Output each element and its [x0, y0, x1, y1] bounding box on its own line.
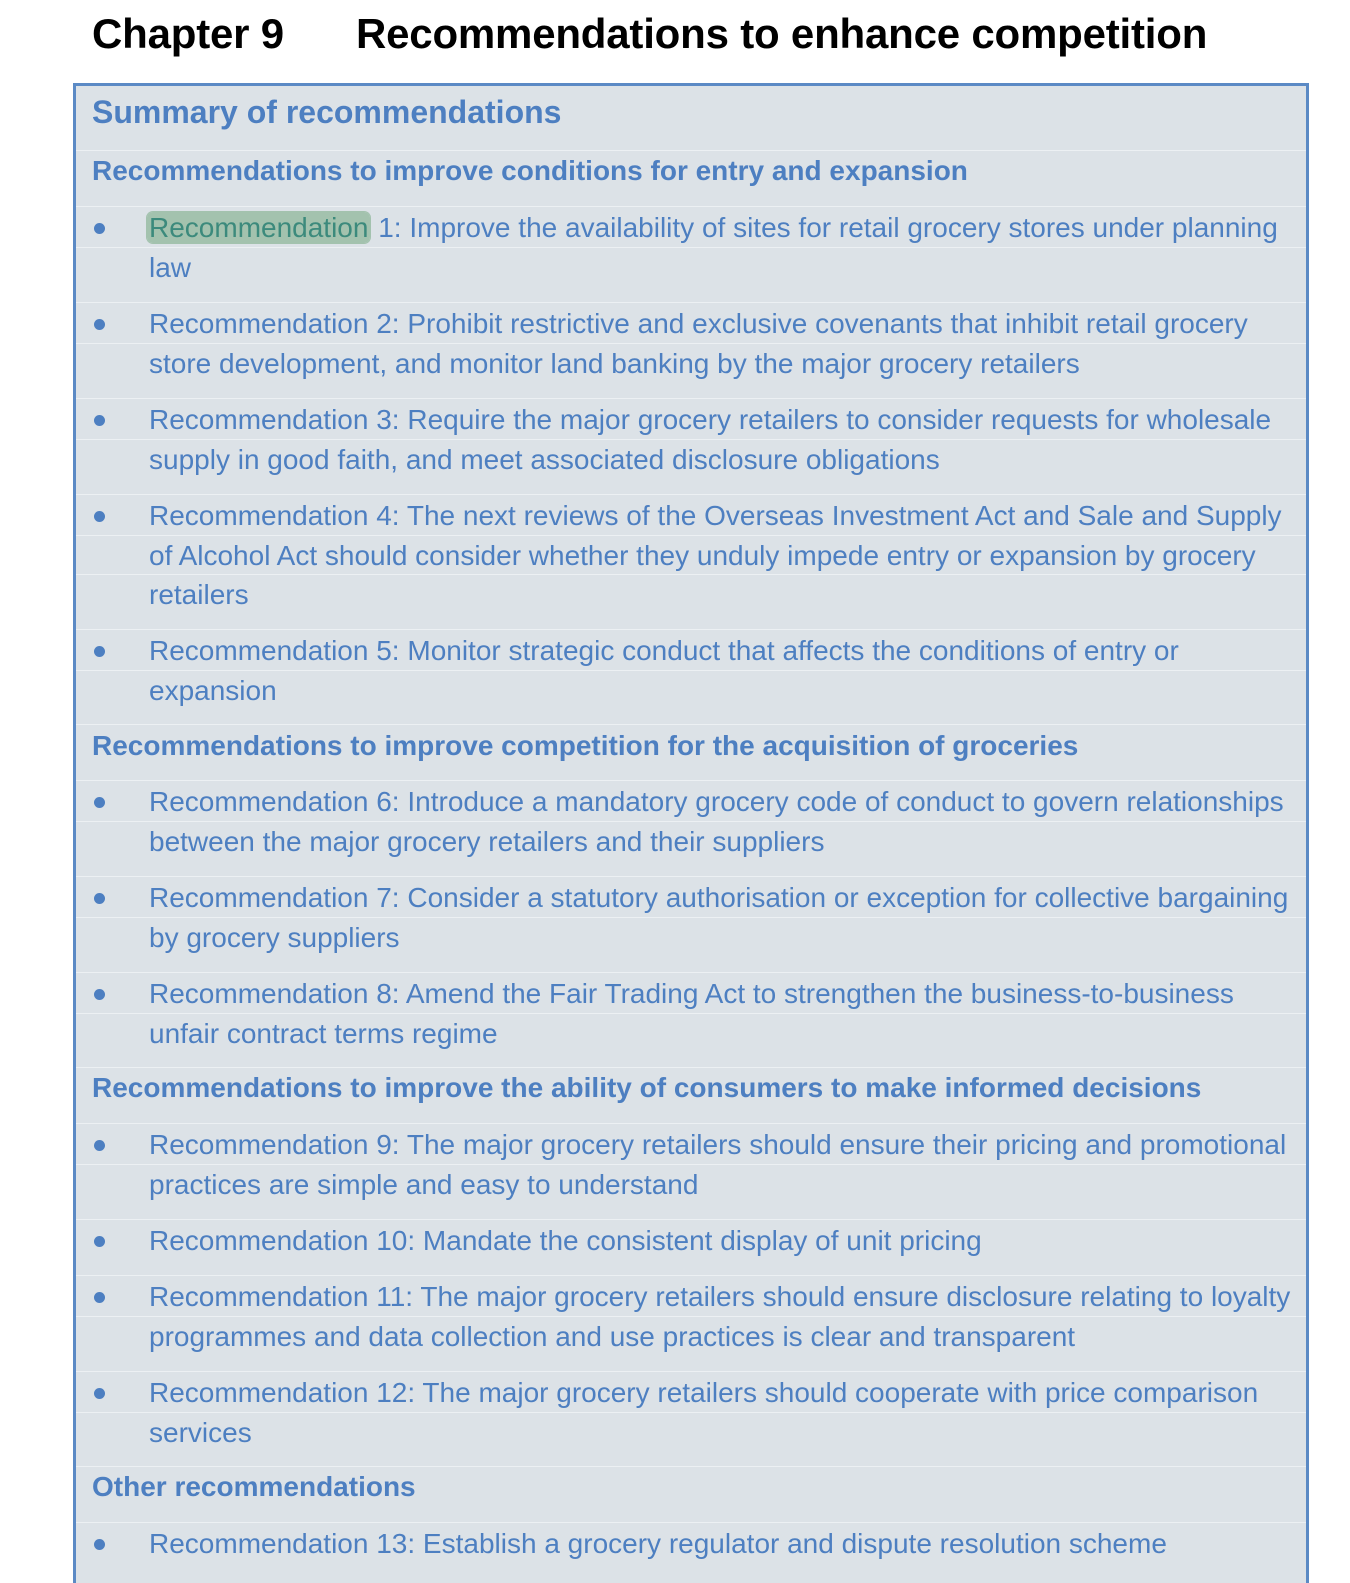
- recommendation-text: Recommendation 8: Amend the Fair Trading Act to strengthen the business-to-business unfair contract terms regime: [149, 978, 1234, 1049]
- divider: [76, 876, 1306, 877]
- divider: [76, 494, 1306, 495]
- chapter-heading: [92, 10, 1207, 58]
- divider: [76, 398, 1306, 399]
- divider: [76, 1316, 1306, 1317]
- divider: [76, 629, 1306, 630]
- bullet-icon: [94, 415, 105, 426]
- bullet-icon: [94, 1140, 105, 1151]
- divider: [76, 247, 1306, 248]
- summary-title: Summary of recommendations: [92, 94, 562, 130]
- divider: [76, 821, 1306, 822]
- recommendation-text: Recommendation 4: The next reviews of the Overseas Investment Act and Sale and Supply of Alcohol Act should consider whether they unduly impede entry or expansion by grocery retailers: [149, 500, 1282, 610]
- divider: [76, 206, 1306, 207]
- section-heading-acquisition: Recommendations to improve competition for the acquisition of groceries: [92, 730, 1079, 761]
- divider: [76, 343, 1306, 344]
- bullet-icon: [94, 1539, 105, 1550]
- divider: [76, 574, 1306, 575]
- recommendation-text: Recommendation 5: Monitor strategic conduct that affects the conditions of entry or expansion: [149, 635, 1179, 706]
- recommendation-text: Recommendation 13: Establish a grocery regulator and dispute resolution scheme: [149, 1528, 1167, 1559]
- section-heading-entry-expansion: Recommendations to improve conditions for entry and expansion: [92, 155, 968, 186]
- recommendation-text: Recommendation 9: The major grocery retailers should ensure their pricing and promotional practices are simple and easy to understand: [149, 1129, 1287, 1200]
- bullet-icon: [94, 893, 105, 904]
- recommendation-text: Recommendation 12: The major grocery retailers should cooperate with price comparison services: [149, 1377, 1259, 1448]
- section-heading-other: Other recommendations: [92, 1471, 416, 1502]
- bullet-icon: [94, 1292, 105, 1303]
- recommendation-text: Recommendation 7: Consider a statutory authorisation or exception for collective bargaining by grocery suppliers: [149, 882, 1289, 953]
- divider: [76, 1219, 1306, 1220]
- bullet-icon: [94, 1388, 105, 1399]
- recommendation-text: Recommendation 2: Prohibit restrictive and exclusive covenants that inhibit retail grocery store development, and monitor land banking by the major grocery retailers: [149, 308, 1248, 379]
- recommendation-text: Recommendation 3: Require the major grocery retailers to consider requests for wholesale supply in good faith, and meet associated disclosure obligations: [149, 404, 1272, 475]
- bullet-icon: [94, 1236, 105, 1247]
- bullet-icon: [94, 223, 105, 234]
- summary-box: [73, 83, 1309, 1583]
- divider: [76, 780, 1306, 781]
- divider: [76, 1522, 1306, 1523]
- bullet-icon: [94, 797, 105, 808]
- divider: [76, 1013, 1306, 1014]
- bullet-icon: [94, 319, 105, 330]
- divider: [76, 724, 1306, 725]
- bullet-icon: [94, 989, 105, 1000]
- divider: [76, 1412, 1306, 1413]
- recommendation-text: Recommendation 6: Introduce a mandatory grocery code of conduct to govern relationships between the major grocery retailers and their suppliers: [149, 786, 1284, 857]
- divider: [76, 302, 1306, 303]
- divider: [76, 439, 1306, 440]
- recommendation-text: Recommendation 11: The major grocery retailers should ensure disclosure relating to loyalty programmes and data collection and use practices is clear and transparent: [149, 1281, 1291, 1352]
- chapter-number: Chapter 9: [92, 10, 284, 57]
- divider: [76, 670, 1306, 671]
- divider: [76, 535, 1306, 536]
- divider: [76, 1371, 1306, 1372]
- section-heading-consumers: Recommendations to improve the ability of consumers to make informed decisions: [92, 1072, 1202, 1103]
- bullet-icon: [94, 646, 105, 657]
- divider: [76, 1275, 1306, 1276]
- recommendation-text: Recommendation 1: Improve the availability of sites for retail grocery stores under planning law: [149, 212, 1278, 283]
- bullet-icon: [94, 511, 105, 522]
- search-highlight[interactable]: Recommendation: [149, 212, 369, 243]
- divider: [76, 1123, 1306, 1124]
- recommendation-text: Recommendation 10: Mandate the consistent display of unit pricing: [149, 1225, 982, 1256]
- divider: [76, 917, 1306, 918]
- divider: [76, 1164, 1306, 1165]
- chapter-title: Recommendations to enhance competition: [356, 10, 1208, 57]
- divider: [76, 972, 1306, 973]
